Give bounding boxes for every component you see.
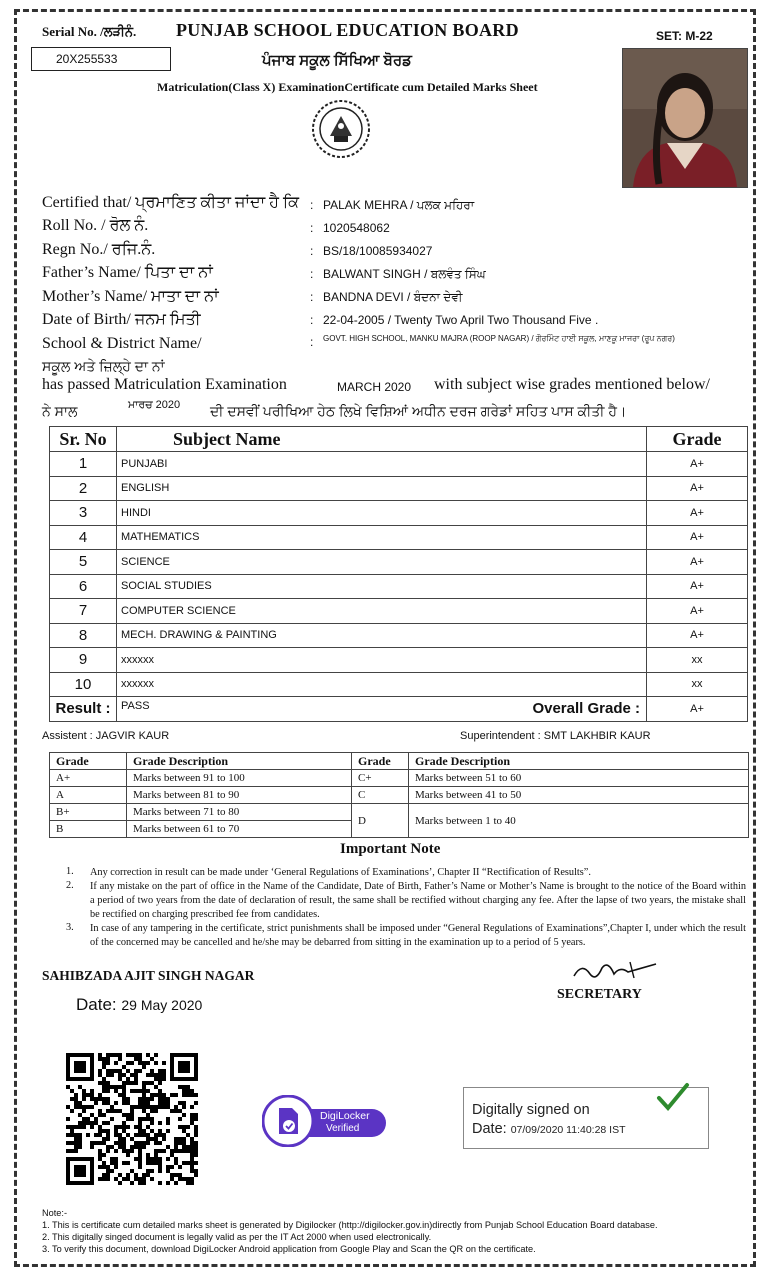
overall-grade-value: A+ bbox=[647, 697, 748, 722]
row-subject-name: SCIENCE bbox=[117, 550, 647, 575]
issue-date-label: Date: bbox=[76, 995, 117, 1014]
row-serial-number: 2 bbox=[50, 476, 117, 501]
note-item: If any mistake on the part of office in the Name of the Candidate, Date of Birth, Father’s Name or Mother’s Name is brought to the notice of the Board within a period of two years from the date of declaration of result, the same shall be rectified without charging any fee. After the lapse of two years, the mistake shall be rectified on charging prescribed fee from candidates. bbox=[90, 881, 746, 920]
row-grade: A+ bbox=[647, 623, 748, 648]
certificate-subtitle: Matriculation(Class X) ExaminationCertificate cum Detailed Marks Sheet bbox=[157, 80, 538, 94]
colon: : bbox=[310, 267, 314, 281]
passed-statement-suffix: with subject wise grades mentioned below/ bbox=[434, 376, 710, 393]
table-row bbox=[50, 599, 748, 624]
row-subject-name: PUNJABI bbox=[117, 452, 647, 477]
issue-place: SAHIBZADA AJIT SINGH NAGAR bbox=[42, 968, 255, 983]
school-label: School & District Name/ bbox=[42, 335, 202, 352]
row-subject-name: MECH. DRAWING & PAINTING bbox=[117, 623, 647, 648]
grade-code: B bbox=[50, 821, 127, 838]
digitally-signed-label: Digitally signed on bbox=[472, 1102, 590, 1118]
row-subject-name: ENGLISH bbox=[117, 476, 647, 501]
grade-desc: Marks between 61 to 70 bbox=[127, 821, 352, 838]
certified-label: Certified that/ ਪ੍ਰਮਾਣਿਤ ਕੀਤਾ ਜਾਂਦਾ ਹੈ ਕਿ bbox=[42, 194, 300, 211]
table-header-row bbox=[50, 427, 748, 452]
table-row bbox=[50, 452, 748, 477]
row-serial-number: 7 bbox=[50, 599, 117, 624]
note-number: 2. bbox=[66, 880, 74, 891]
footer-note-line: 1. This is certificate cum detailed marks sheet is generated by Digilocker (http://digilocker.gov.in)directly from Punjab School Education Board database. bbox=[42, 1220, 658, 1230]
result-value: PASS bbox=[121, 700, 150, 713]
colon: : bbox=[310, 290, 314, 304]
table-row bbox=[50, 672, 748, 697]
candidate-photo bbox=[622, 48, 748, 188]
registration-number: BS/18/10085934027 bbox=[323, 244, 433, 258]
digilocker-verified-badge bbox=[262, 1095, 388, 1147]
digital-signature-box bbox=[463, 1087, 709, 1149]
colon: : bbox=[310, 313, 314, 327]
header-grade: Grade bbox=[647, 427, 748, 452]
mother-label: Mother’s Name/ ਮਾਤਾ ਦਾ ਨਾਂ bbox=[42, 288, 219, 305]
grade-row bbox=[50, 804, 749, 821]
board-title-punjabi: ਪੰਜਾਬ ਸਕੂਲ ਸਿੱਖਿਆ ਬੋਰਡ bbox=[262, 52, 412, 69]
grade-desc: Marks between 81 to 90 bbox=[127, 787, 352, 804]
superintendent-name: Superintendent : SMT LAKHBIR KAUR bbox=[460, 730, 651, 742]
row-serial-number: 1 bbox=[50, 452, 117, 477]
signed-date-label: Date: bbox=[472, 1121, 507, 1137]
grade-code: C bbox=[352, 787, 409, 804]
signed-date bbox=[472, 1121, 626, 1137]
row-subject-name: xxxxxx bbox=[117, 672, 647, 697]
verification-qr-code[interactable] bbox=[66, 1053, 198, 1185]
table-row bbox=[50, 476, 748, 501]
footer-note-line: 2. This digitally singed document is legally valid as per the IT Act 2000 when used electronically. bbox=[42, 1232, 432, 1242]
roll-number: 1020548062 bbox=[323, 221, 390, 235]
roll-label: Roll No. / ਰੋਲ ਨੰ. bbox=[42, 217, 149, 234]
father-label: Father’s Name/ ਪਿਤਾ ਦਾ ਨਾਂ bbox=[42, 264, 213, 281]
school-name: GOVT. HIGH SCHOOL, MANKU MAJRA (ROOP NAGAR) / ਗੌਰਮਿੰਟ ਹਾਈ ਸਕੂਲ, ਮਾਣਕੂ ਮਾਜਰਾ (ਰੂਪ ਨਗਰ) bbox=[323, 334, 675, 343]
set-code: SET: M-22 bbox=[656, 29, 713, 43]
serial-number: 20X255533 bbox=[31, 47, 171, 71]
table-row bbox=[50, 574, 748, 599]
passed-statement: has passed Matriculation Examination bbox=[42, 376, 287, 393]
row-serial-number: 3 bbox=[50, 501, 117, 526]
colon: : bbox=[310, 221, 314, 235]
candidate-name: PALAK MEHRA / ਪਲਕ ਮਹਿਰਾ bbox=[323, 198, 475, 212]
row-grade: xx bbox=[647, 672, 748, 697]
school-label-punjabi: ਸਕੂਲ ਅਤੇ ਜ਼ਿਲ੍ਹੇ ਦਾ ਨਾਂ bbox=[42, 358, 165, 374]
table-row bbox=[50, 550, 748, 575]
grade-header-row bbox=[50, 753, 749, 770]
note-item: In case of any tampering in the certificate, strict punishments shall be imposed under “General Regulations of Examinations”,Chapter I, under which the result of the concerned may be cancelled and he/she may be debarred from sitting in the examination up to a period of 5 years. bbox=[90, 923, 746, 948]
note-number: 3. bbox=[66, 922, 74, 933]
grade-desc-header: Grade Description bbox=[409, 753, 749, 770]
dob-label: Date of Birth/ ਜਨਮ ਮਿਤੀ bbox=[42, 311, 201, 328]
row-grade: A+ bbox=[647, 525, 748, 550]
punjabi-prefix: ਨੇ ਸਾਲ bbox=[42, 403, 78, 419]
row-serial-number: 5 bbox=[50, 550, 117, 575]
row-serial-number: 9 bbox=[50, 648, 117, 673]
colon: : bbox=[310, 335, 314, 349]
regn-label: Regn No./ ਰਜਿ.ਨੰ. bbox=[42, 241, 156, 258]
digilocker-label: DigiLocker bbox=[320, 1110, 370, 1122]
mother-name: BANDNA DEVI / ਬੰਦਨਾ ਦੇਵੀ bbox=[323, 290, 463, 304]
grade-code: A bbox=[50, 787, 127, 804]
header-subject: Subject Name bbox=[117, 427, 647, 452]
row-grade: A+ bbox=[647, 550, 748, 575]
result-cell bbox=[117, 697, 647, 722]
grade-row bbox=[50, 770, 749, 787]
exam-session-punjabi: ਮਾਰਚ 2020 bbox=[128, 399, 181, 411]
verified-label: Verified bbox=[326, 1123, 360, 1134]
row-grade: A+ bbox=[647, 574, 748, 599]
result-label: Result : bbox=[50, 697, 117, 722]
grade-code: C+ bbox=[352, 770, 409, 787]
grade-desc: Marks between 71 to 80 bbox=[127, 804, 352, 821]
grade-header: Grade bbox=[50, 753, 127, 770]
note-number: 1. bbox=[66, 866, 74, 877]
exam-session: MARCH 2020 bbox=[337, 380, 412, 394]
grade-desc: Marks between 41 to 50 bbox=[409, 787, 749, 804]
row-grade: A+ bbox=[647, 599, 748, 624]
row-subject-name: COMPUTER SCIENCE bbox=[117, 599, 647, 624]
row-grade: A+ bbox=[647, 476, 748, 501]
grade-desc: Marks between 51 to 60 bbox=[409, 770, 749, 787]
row-grade: xx bbox=[647, 648, 748, 673]
grade-code: D bbox=[352, 804, 409, 838]
date-of-birth: 22-04-2005 / Twenty Two April Two Thousand Five . bbox=[323, 313, 599, 327]
marks-table bbox=[49, 426, 748, 722]
issue-date bbox=[76, 995, 202, 1015]
row-serial-number: 6 bbox=[50, 574, 117, 599]
table-row bbox=[50, 623, 748, 648]
row-serial-number: 8 bbox=[50, 623, 117, 648]
table-row bbox=[50, 525, 748, 550]
result-row bbox=[50, 697, 748, 722]
grade-row bbox=[50, 787, 749, 804]
issue-date-value: 29 May 2020 bbox=[121, 997, 203, 1013]
row-grade: A+ bbox=[647, 452, 748, 477]
header-sr-no: Sr. No bbox=[50, 427, 117, 452]
secretary-signature bbox=[570, 958, 660, 989]
grade-code: A+ bbox=[50, 770, 127, 787]
grade-desc: Marks between 1 to 40 bbox=[409, 804, 749, 838]
father-name: BALWANT SINGH / ਬਲਵੰਤ ਸਿੰਘ bbox=[323, 267, 486, 281]
footer-note-title: Note:- bbox=[42, 1208, 68, 1218]
grade-desc: Marks between 91 to 100 bbox=[127, 770, 352, 787]
row-subject-name: HINDI bbox=[117, 501, 647, 526]
secretary-title: SECRETARY bbox=[557, 987, 642, 1002]
board-emblem bbox=[310, 98, 372, 160]
table-row bbox=[50, 648, 748, 673]
footer-note-line: 3. To verify this document, download DigiLocker Android application from Google Play and Scan the QR on the certificate. bbox=[42, 1244, 536, 1254]
row-subject-name: SOCIAL STUDIES bbox=[117, 574, 647, 599]
row-subject-name: MATHEMATICS bbox=[117, 525, 647, 550]
table-row bbox=[50, 501, 748, 526]
assistant-name: Assistent : JAGVIR KAUR bbox=[42, 730, 170, 742]
overall-grade-label: Overall Grade : bbox=[532, 700, 640, 718]
grade-header: Grade bbox=[352, 753, 409, 770]
note-item: Any correction in result can be made under ‘General Regulations of Examinations’, Chapter II “Rectification of Results”. bbox=[90, 867, 591, 878]
important-note-title: Important Note bbox=[340, 841, 441, 857]
colon: : bbox=[310, 198, 314, 212]
row-serial-number: 4 bbox=[50, 525, 117, 550]
check-mark-icon bbox=[656, 1082, 690, 1112]
grade-code: B+ bbox=[50, 804, 127, 821]
grade-desc-header: Grade Description bbox=[127, 753, 352, 770]
colon: : bbox=[310, 244, 314, 258]
board-title: PUNJAB SCHOOL EDUCATION BOARD bbox=[176, 20, 519, 40]
signed-date-value: 07/09/2020 11:40:28 IST bbox=[510, 1124, 626, 1136]
row-grade: A+ bbox=[647, 501, 748, 526]
punjabi-statement: ਦੀ ਦਸਵੀਂ ਪਰੀਖਿਆ ਹੇਠ ਲਿਖੇ ਵਿਸ਼ਿਆਂ ਅਧੀਨ ਦਰਜ ਗਰੇਡਾਂ ਸਹਿਤ ਪਾਸ ਕੀਤੀ ਹੈ। bbox=[210, 403, 627, 419]
row-subject-name: xxxxxx bbox=[117, 648, 647, 673]
grade-description-table bbox=[49, 752, 749, 838]
row-serial-number: 10 bbox=[50, 672, 117, 697]
serial-label: Serial No. /ਲੜੀਨੰ. bbox=[42, 24, 137, 39]
